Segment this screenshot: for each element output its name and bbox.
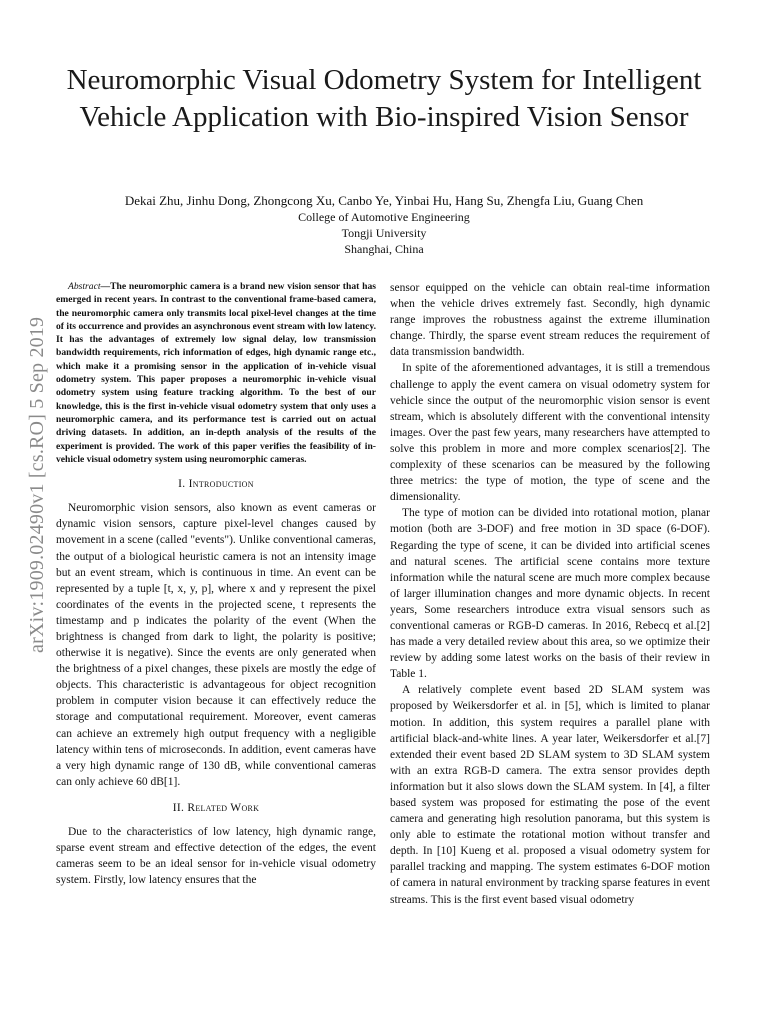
section-heading-related-work: II. Related Work xyxy=(172,801,260,814)
paragraph: sensor equipped on the vehicle can obtain real-time information when the vehicle drives extremely fast. Secondly, high dynamic range improves the robustness against the extreme illumination change. Thirdly, the sparse event stream reduces the requirement of data transmission bandwidth. xyxy=(390,282,710,359)
arxiv-stamp[interactable]: arXiv:1909.02490v1 [cs.RO] 5 Sep 2019 xyxy=(26,316,48,654)
abstract-lead: Abstract xyxy=(68,281,101,292)
paragraph: In spite of the aforementioned advantages, it is still a tremendous challenge to apply the event camera on visual odometry system for vehicle since the output of the neuromorphic vision sensor is event stream, which is absolutely different with the conventional intensity images. Over the past few years, many researchers have attempted to solve this problem in more and more complex scenarios[2]. The complexity of these scenarios can be measured by the following three metrics: the type of motion, the type of scene and the dimensionality. xyxy=(390,362,710,504)
affiliation-university: Tongji University xyxy=(341,226,427,240)
abstract-text: —The neuromorphic camera is a brand new vision sensor that has emerged in recent years. In contrast to the conventional frame-based camera, the neuromorphic camera only transmits local pixel-level changes at the time of its occurrence and provides an asynchronous event stream with low latency. It has the advantages of extremely low signal delay, low transmission bandwidth requirements, rich information of edges, high dynamic range etc., which make it a promising sensor in the application of in-vehicle visual odometry system. This paper proposes a neuromorphic in-vehicle visual odometry system using feature tracking algorithm. To the best of our knowledge, this is the first in-vehicle visual odometry system that only uses a neuromorphic camera, and its performance test is carried out on actual driving datasets. In addition, an in-depth analysis of the results of the experiment is provided. The work of this paper verifies the feasibility of in-vehicle visual odometry system using neuromorphic cameras. xyxy=(56,281,376,465)
abstract xyxy=(56,280,376,466)
affiliation-city: Shanghai, China xyxy=(344,242,424,256)
author-list: Dekai Zhu, Jinhu Dong, Zhongcong Xu, Canbo Ye, Yinbai Hu, Hang Su, Zhengfa Liu, Guang Chen xyxy=(124,193,644,208)
affiliation-college: College of Automotive Engineering xyxy=(298,210,470,224)
paragraph: Due to the characteristics of low latency, high dynamic range, sparse event stream and effective detection of the edges, the event cameras seem to be an ideal sensor for in-vehicle visual odometry system. Firstly, low latency ensures that the xyxy=(56,826,376,887)
paper-title: Neuromorphic Visual Odometry System for Intelligent Vehicle Application with Bio-inspired Vision Sensor xyxy=(66,64,702,133)
paragraph: A relatively complete event based 2D SLAM system was proposed by Weikersdorfer et al. in [5], which is limited to planar motion. In addition, this system requires a parallel plane with artificial black-and-white lines. A year later, Weikersdorfer et al.[7] extended their event based 2D SLAM system to 3D SLAM system with an extra RGB-D camera. The extra sensor provides depth information but it also slows down the SLAM system. In [4], a filter based system was proposed for estimating the pose of the event camera and generating high resolution panorama, but this system is only able to estimate the rotational motion without transfer and depth. In [10] Kueng et al. proposed a visual odometry system for parallel tracking and mapping. The system estimates 6-DOF motion of camera in natural environment by tracking sparse features in event streams. This is the first event based visual odometry xyxy=(390,684,710,906)
paragraph: Neuromorphic vision sensors, also known as event cameras or dynamic vision sensors, capture pixel-level changes caused by movement in a scene (called "events"). Unlike conventional cameras, the output of a biological heuristic camera is not an intensity image but an event stream, which is continuous in time. An event can be represented by a tuple [t, x, y, p], where x and y represent the pixel coordinates of the events in the projected scene, t represents the timestamp and p indicates the polarity of the event (When the brightness is changed from dark to light, the polarity is positive; otherwise it is negative). Since the events are only generated when the brightness of a pixel changes, these pixels are mostly the edge of objects. This characteristic is advantageous for object recognition problem in computer vision because it can effectively reduce the storage and computational requirement. Moreover, event cameras can achieve an extremely high output frequency with a negligible latency within tens of microseconds. In addition, event cameras have a very high dynamic range of 130 dB, while conventional cameras can only achieve 60 dB[1]. xyxy=(56,502,376,788)
right-column xyxy=(390,280,710,908)
affiliation xyxy=(60,209,708,257)
left-column xyxy=(56,280,376,888)
section-heading-introduction: I. Introduction xyxy=(178,478,254,491)
paragraph: The type of motion can be divided into rotational motion, planar motion (both are 3-DOF) and free motion in 3D space (6-DOF). Regarding the type of scene, it can be divided into artificial scenes and natural scenes. The artificial scene contains more texture information while the natural scene are much more complex because of larger illumination changes and more dynamic objects. In recent years, Some researchers introduce extra visual sensors such as conventional cameras or RGB-D cameras. In 2016, Rebecq et al.[2] has made a very detailed review about this area, so we optimize their review by adding some latest works on the basis of their review in Table 1. xyxy=(390,507,710,681)
